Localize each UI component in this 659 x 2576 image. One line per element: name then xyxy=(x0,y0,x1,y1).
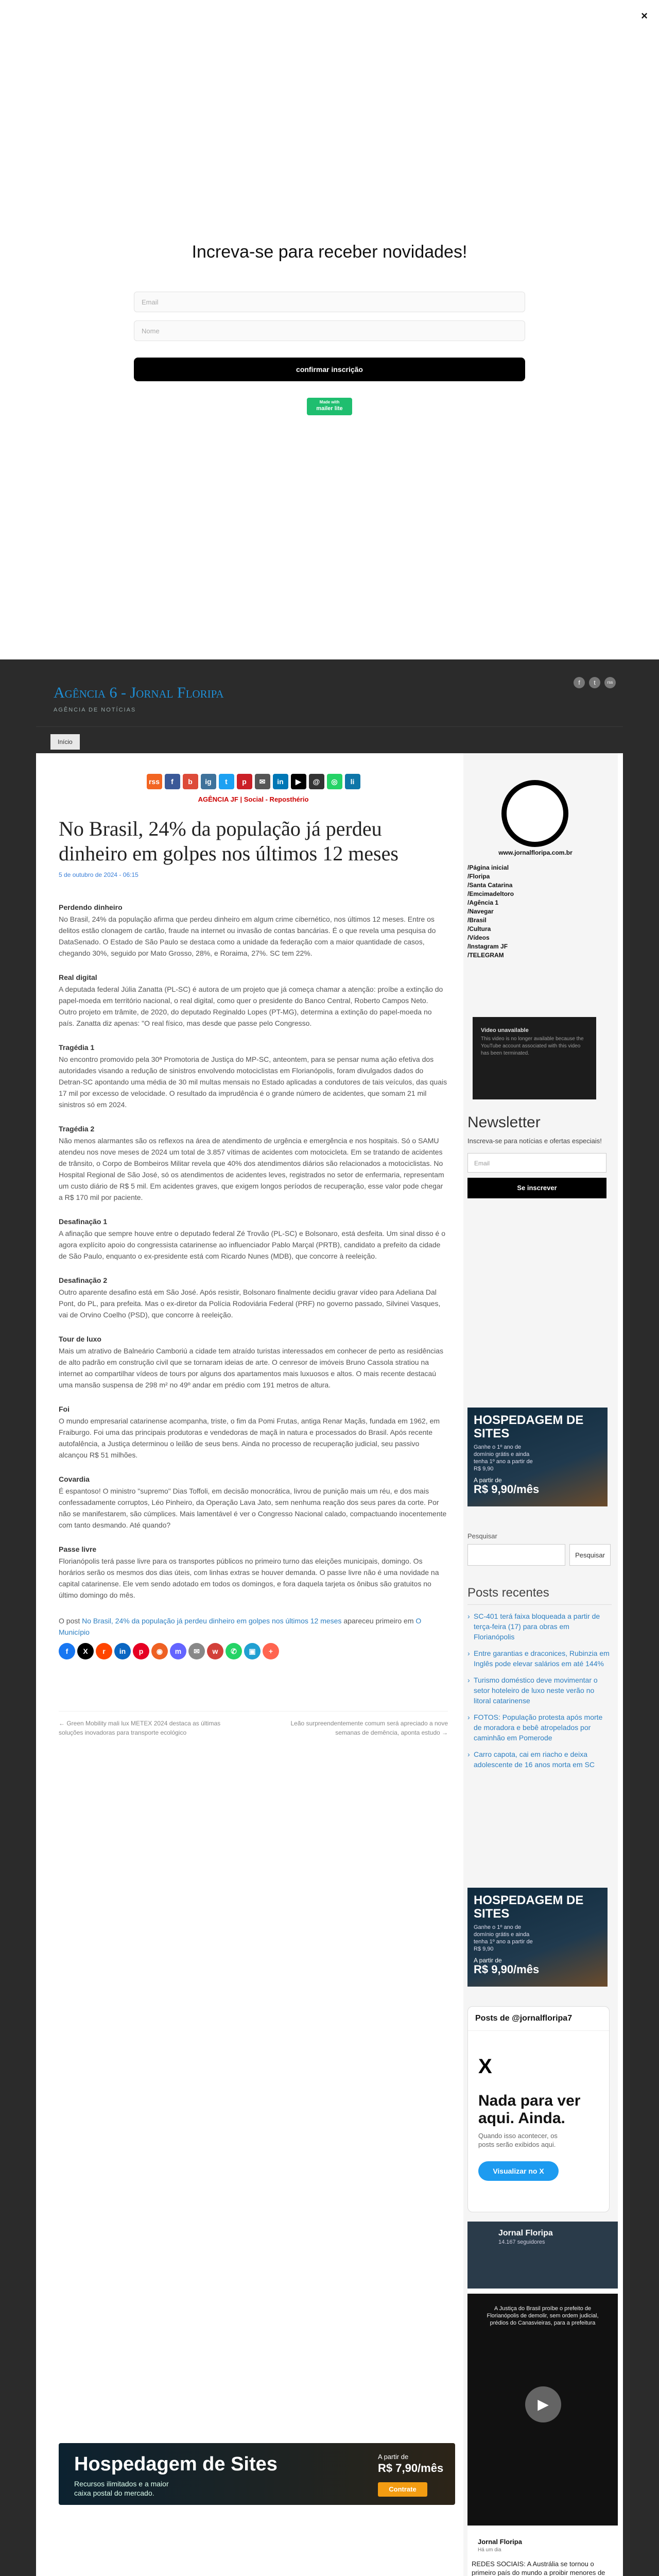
recent-post-link[interactable]: › Carro capota, cai em riacho e deixa adolescente de 16 anos morta em SC xyxy=(467,1749,612,1770)
popup-email-input[interactable]: Email xyxy=(134,292,525,312)
facebook-page-name[interactable]: Jornal Floripa xyxy=(498,2229,553,2238)
section-title: Tragédia 1 xyxy=(59,1043,95,1052)
main-nav xyxy=(36,726,623,753)
page-content xyxy=(36,753,623,2576)
article xyxy=(59,774,448,1737)
post-source-line xyxy=(59,1615,448,1638)
sidebar-link[interactable]: /Cultura xyxy=(467,925,491,933)
facebook-cover[interactable] xyxy=(467,2222,618,2289)
recent-post-link[interactable]: › FOTOS: População protesta após morte de moradora e bebê atropelados por caminhão em Pomerode xyxy=(467,1712,612,1743)
facebook-icon[interactable]: f xyxy=(574,677,585,688)
post-link-title[interactable]: No Brasil, 24% da população já perdeu dinheiro em golpes nos últimos 12 meses xyxy=(82,1617,342,1625)
share-button[interactable]: f xyxy=(59,1643,75,1659)
ad-subtitle: Ganhe o 1º ano de domínio grátis e ainda tenha 1º ano a partir de R$ 9,90 xyxy=(474,1444,533,1472)
facebook-widget xyxy=(467,2222,618,2576)
ad-price-value: R$ 9,90/mês xyxy=(474,1483,540,1496)
share-button[interactable]: ✆ xyxy=(226,1643,242,1659)
ad-title: HOSPEDAGEM DE SITES xyxy=(474,1893,584,1921)
bottom-share-bar xyxy=(59,1643,448,1659)
popup-heading: Increva-se para receber novidades! xyxy=(192,242,467,262)
banner-subtitle-2: caixa postal do mercado. xyxy=(74,2489,154,2497)
share-icon[interactable]: @ xyxy=(309,774,324,789)
newsletter-popup xyxy=(0,0,659,659)
newsletter-widget xyxy=(467,1114,606,1198)
facebook-post-text: REDES SOCIAIS: A Austrália se tornou o primeiro país do mundo a proibir menores de xyxy=(472,2560,605,2576)
share-icon[interactable]: f xyxy=(165,774,180,789)
banner-price-value: R$ 7,90/mês xyxy=(378,2462,444,2475)
section-paragraph: Florianópolis terá passe livre para os transportes públicos no primeiro turno das eleições municipais, domingo. Os horários serão os mesmos dos dias úteis, com linhas extras se houver demanda. O passe livre não é uma novidade na capital catarinense. Ele vem sendo adotado em todos os domingos, e fora daquela tarjeta os ônibus são gratuitos no último domingo do mês. xyxy=(59,1557,439,1599)
newsletter-text: Inscreva-se para notícias e ofertas especiais! xyxy=(467,1137,602,1145)
twitter-icon[interactable]: t xyxy=(589,677,600,688)
popup-name-input[interactable]: Nome xyxy=(134,320,525,341)
sidebar-link[interactable]: /Instagram JF xyxy=(467,943,508,950)
banner-subtitle-1: Recursos ilimitados e a maior xyxy=(74,2480,169,2488)
top-share-bar xyxy=(59,774,448,789)
video-description: This video is no longer available because the YouTube account associated with this video has been terminated. xyxy=(481,1036,584,1056)
x-logo-icon: X xyxy=(478,2055,492,2078)
recent-post-link[interactable]: › Entre garantias e draconices, Rubinzia em Inglês pode elevar salários em até 144% xyxy=(467,1648,612,1669)
view-on-x-button[interactable]: Visualizar no X xyxy=(478,2161,559,2181)
share-icon[interactable]: p xyxy=(237,774,252,789)
section-title: Passe livre xyxy=(59,1545,97,1553)
site-title[interactable]: Agência 6 - Jornal Floripa xyxy=(54,684,224,701)
share-button[interactable]: ◉ xyxy=(151,1643,168,1659)
article-body xyxy=(59,903,448,1601)
mailerlite-badge[interactable] xyxy=(307,398,352,415)
logo-url: www.jornalfloripa.com.br xyxy=(498,849,573,856)
sidebar-link[interactable]: /Vídeos xyxy=(467,934,490,941)
rss-icon[interactable]: rss xyxy=(604,677,616,688)
section-paragraph: A afinação que sempre houve entre o deputado federal Zé Trovão (PL-SC) e Bolsonaro, está desfeita. Um sinal disso é o agora explícito apoio do congressista catarinense ao influenciador Pablo Marçal (PRTB), candidato a prefeito da cidade de São Paulo, enquanto o ex-presidente está com Ricardo Nunes (MDB), que concorre à reeleição. xyxy=(59,1229,445,1260)
share-button[interactable]: m xyxy=(170,1643,186,1659)
site-logo[interactable] xyxy=(501,780,568,847)
share-icon[interactable]: ig xyxy=(201,774,216,789)
popup-confirm-button[interactable]: confirmar inscrição xyxy=(134,358,525,381)
share-icon[interactable]: ◎ xyxy=(327,774,342,789)
twitter-empty-desc: Quando isso acontecer, os posts serão exibidos aqui. xyxy=(478,2132,558,2148)
share-button[interactable]: X xyxy=(77,1643,94,1659)
hosting-banner[interactable] xyxy=(59,2443,455,2505)
section-paragraph: Mais um atrativo de Balneário Camboriú a cidade tem atraído turistas interessados em conhecer de perto as residências de alto padrão em construção civil que se tornaram ideias de arte. O cenresor de imóveis Bruno Cassola stratiou na internet ao compartilhar vídeos de tours por alguns dos apartamentos mais luxuosos e altos. O mais recente destacaú uma mansão suspensa de 298 m² no 49º andar em prédio com 191 metros de altura. xyxy=(59,1347,444,1389)
ad-price xyxy=(474,1476,539,1494)
section-title: Real digital xyxy=(59,973,97,981)
banner-price-label: A partir de xyxy=(378,2453,409,2461)
sidebar-link[interactable]: /Emcimadeltoro xyxy=(467,890,514,897)
twitter-widget xyxy=(467,2006,610,2212)
section-title: Tour de luxo xyxy=(59,1335,101,1343)
sidebar-ad-2[interactable] xyxy=(467,1888,608,1987)
recent-post-link[interactable]: › SC-401 terá faixa bloqueada a partir de terça-feira (17) para obras em Florianópolis xyxy=(467,1611,612,1642)
post-link-mid: apareceu primeiro em xyxy=(343,1617,414,1625)
share-icon[interactable]: li xyxy=(345,774,360,789)
section-paragraph: Não menos alarmantes são os reflexos na área de atendimento de urgência e emergência e nos hospitais. Só o SAMU atendeu nos nove meses de 2024 um total de 3.857 vítimas de acidentes com motocicleta. Em se tratando de acidentes de trânsito, o Corpo de Bombeiros Militar revela que 40% dos atendimentos diários são relacionados a motociclistas. No Hospital Regional de São José, só os atendimentos de acidentes leves, registrados no setor de enfermaria, representam um custo diário de R$ 5 mil. Em acidentes graves, que exigem longos períodos de recuperação, esse valor pode chegar a R$ 170 mil por paciente. xyxy=(59,1137,444,1201)
section-title: Tragédia 2 xyxy=(59,1125,95,1133)
twitter-empty-title: Nada para ver aqui. Ainda. xyxy=(478,2092,581,2127)
sidebar-link[interactable]: /Agência 1 xyxy=(467,899,499,906)
share-icon[interactable]: in xyxy=(273,774,288,789)
search-button[interactable]: Pesquisar xyxy=(569,1544,611,1566)
search-label: Pesquisar xyxy=(467,1532,497,1540)
recent-post-link[interactable]: › Turismo doméstico deve movimentar o setor hoteleiro de luxo neste verão no litoral catarinense xyxy=(467,1675,612,1706)
banner-price xyxy=(378,2451,443,2474)
section-title: Desafinação 2 xyxy=(59,1276,108,1284)
sidebar-link[interactable]: /TELEGRAM xyxy=(467,952,504,959)
ad-price-label: A partir de xyxy=(474,1477,502,1484)
sidebar-link[interactable]: /Brasil xyxy=(467,917,487,924)
share-icon[interactable]: t xyxy=(219,774,234,789)
section-title: Desafinação 1 xyxy=(59,1217,108,1226)
site-tagline: AGÊNCIA DE NOTÍCIAS xyxy=(54,707,136,713)
ad-title: HOSPEDAGEM DE SITES xyxy=(474,1413,584,1440)
section-paragraph: No Brasil, 24% da população afirma que perdeu dinheiro em algum crime cibernético, nos últimos 12 meses. Entre os delitos estão clonagem de cartão, fraude na internet ou invasão de contas bancárias. É o que revela uma pesquisa do DataSenado. O Estado de São Paulo se destaca como a unidade da federação com a maior quantidade de casos, chegando 30%, seguido por Mato Grosso, 28%, e Roraima, 27%. SC tem 22%. xyxy=(59,915,436,957)
facebook-video[interactable] xyxy=(467,2294,618,2526)
post-navigation xyxy=(59,1711,448,1737)
badge-lite: lite xyxy=(334,405,343,412)
facebook-followers: 14.167 seguidores xyxy=(498,2239,545,2245)
section-paragraph: A deputada federal Júlia Zanatta (PL-SC) é autora de um projeto que já começa chamar a atenção: proíbe a extinção do papel-moeda em território nacional, o real digital, como quer o presidente do Banco Central, Roberto Campos Neto. Outro projeto em trâmite, de 2020, do deputado Reginaldo Lopes (PT-MG), determina a extinção do papel-moeda no país. Zanatta diz apenas: "O real físico, mas desde que passe pelo Congresso. xyxy=(59,985,443,1027)
section-paragraph: É espantoso! O ministro "supremo" Dias Toffoli, em decisão monocrática, livrou de punição mais um réu, e dos mais confessadamente corruptos, Léo Pinheiro, da Operação Lava Jato, sem nenhuma reação dos seus pares da corte. Por não se manifestarem, são cúmplices. Mais lamentável é ver o Congresso Nacional calado, compactuando inocentemente com tanto desmando. Até quando? xyxy=(59,1487,447,1529)
share-icon[interactable]: ✉ xyxy=(255,774,270,789)
newsletter-email-input[interactable]: Email xyxy=(467,1153,606,1173)
share-button[interactable]: ▣ xyxy=(244,1643,261,1659)
recent-posts-title: Posts recentes xyxy=(467,1586,612,1605)
article-categories[interactable]: AGÊNCIA JF | Social - Reposthério xyxy=(198,795,309,803)
banner-subtitle xyxy=(74,2479,169,2498)
share-icon[interactable]: rss xyxy=(147,774,162,789)
post-link-prefix: O post xyxy=(59,1617,80,1625)
share-button[interactable]: r xyxy=(96,1643,112,1659)
previous-post-link[interactable]: ← Green Mobility mali lux METEX 2024 destaca as últimas soluções inovadoras para transporte ecológico xyxy=(59,1720,221,1736)
badge-main: mailer xyxy=(316,405,333,412)
section-title: Perdendo dinheiro xyxy=(59,903,123,911)
section-title: Covardia xyxy=(59,1475,90,1483)
banner-title: Hospedagem de Sites xyxy=(74,2453,278,2475)
search-widget xyxy=(467,1532,612,1566)
facebook-video-text: A Justiça do Brasil proíbe o prefeito de Florianópolis de demolir, sem ordem judicial, prédios do Canasvieiras, para a prefeitura xyxy=(487,2306,599,2326)
article-title: No Brasil, 24% da população já perdeu dinheiro em golpes nos últimos 12 meses xyxy=(59,817,398,865)
section-paragraph: No encontro promovido pela 30ª Promotoria de Justiça do MP-SC, anteontem, para se pensar numa ação efetiva dos autoridades visando a redução de sinistros envolvendo motociclistas em Florianópolis, foram divulgados dados do Detran-SC apontando uma média de 30 mil multas mensais no Estado aplicadas a condutores de tais veículos, das quais 17 mil por excesso de velocidade. O resultado da imprudência é o grande número de acidentes, que somam 21 mil sinistros só em 2024. xyxy=(59,1055,447,1109)
sidebar-link[interactable]: /Santa Catarina xyxy=(467,882,513,889)
ad-subtitle: Ganhe o 1º ano de domínio grátis e ainda tenha 1º ano a partir de R$ 9,90 xyxy=(474,1924,533,1952)
sidebar-links xyxy=(467,863,514,960)
sidebar-link[interactable]: /Floripa xyxy=(467,873,490,880)
ad-price xyxy=(474,1956,539,1974)
banner-cta-button[interactable]: Contrate xyxy=(378,2482,427,2497)
facebook-post-author[interactable]: Jornal Floripa xyxy=(478,2538,522,2546)
play-icon[interactable]: ▶ xyxy=(525,2386,561,2422)
share-icon[interactable]: b xyxy=(183,774,198,789)
newsletter-title: Newsletter xyxy=(467,1114,541,1131)
site-header xyxy=(36,659,623,726)
share-button[interactable]: in xyxy=(114,1643,131,1659)
recent-posts xyxy=(467,1586,612,1776)
newsletter-submit-button[interactable]: Se inscrever xyxy=(467,1178,606,1198)
video-title: Video unavailable xyxy=(481,1027,529,1033)
search-input[interactable] xyxy=(467,1544,565,1566)
next-post-link[interactable]: Leão surpreendentemente comum será apreciado a nove semanas de demência, aponta estudo → xyxy=(290,1720,448,1736)
twitter-header[interactable]: Posts de @jornalfloripa7 xyxy=(468,2007,609,2031)
section-paragraph: O mundo empresarial catarinense acompanha, triste, o fim da Pomi Frutas, antiga Renar Maçãs, fundada em 1962, em Fraiburgo. Foi uma das principais produtoras e vendedoras de maçã in natura e processados do Brasil. Após recente autofalência, a Justiça determinou o leilão de seus bens. Ainda no processo de recuperação judicial, seu passivo alcançou R$ 51 milhões. xyxy=(59,1417,440,1459)
nav-item-home[interactable]: Início xyxy=(50,734,80,750)
badge-top: Made with xyxy=(319,400,340,404)
section-title: Foi xyxy=(59,1405,70,1413)
share-button[interactable]: p xyxy=(133,1643,149,1659)
article-date: 5 de outubro de 2024 - 06:15 xyxy=(59,871,138,878)
share-button[interactable]: w xyxy=(207,1643,223,1659)
sidebar-ad-1[interactable] xyxy=(467,1408,608,1506)
share-button[interactable]: ✉ xyxy=(188,1643,205,1659)
share-icon[interactable]: ▶ xyxy=(291,774,306,789)
share-button[interactable]: + xyxy=(263,1643,279,1659)
sidebar-link[interactable]: /Navegar xyxy=(467,908,494,915)
section-paragraph: Outro aparente desafino está em São José. Após resistir, Bolsonaro finalmente decidiu gravar vídeo para Adeliana Dal Pont, do PL, para prefeita. Mas o ex-diretor da Polícia Rodoviária Federal (PRF) no governo passado, Silvinei Vasques, vai de Orvino Coelho (PSD), que concorre à reeleição. xyxy=(59,1288,441,1319)
post-link-site[interactable]: O Município xyxy=(59,1617,422,1636)
ad-price-value: R$ 9,90/mês xyxy=(474,1963,540,1976)
facebook-post-date: Há um dia xyxy=(478,2547,501,2553)
header-social-icons xyxy=(574,677,616,688)
ad-price-label: A partir de xyxy=(474,1957,502,1964)
close-icon[interactable]: × xyxy=(641,9,648,22)
video-widget[interactable] xyxy=(473,1017,596,1099)
sidebar-link[interactable]: /Página inicial xyxy=(467,864,509,871)
sidebar xyxy=(463,753,618,2576)
